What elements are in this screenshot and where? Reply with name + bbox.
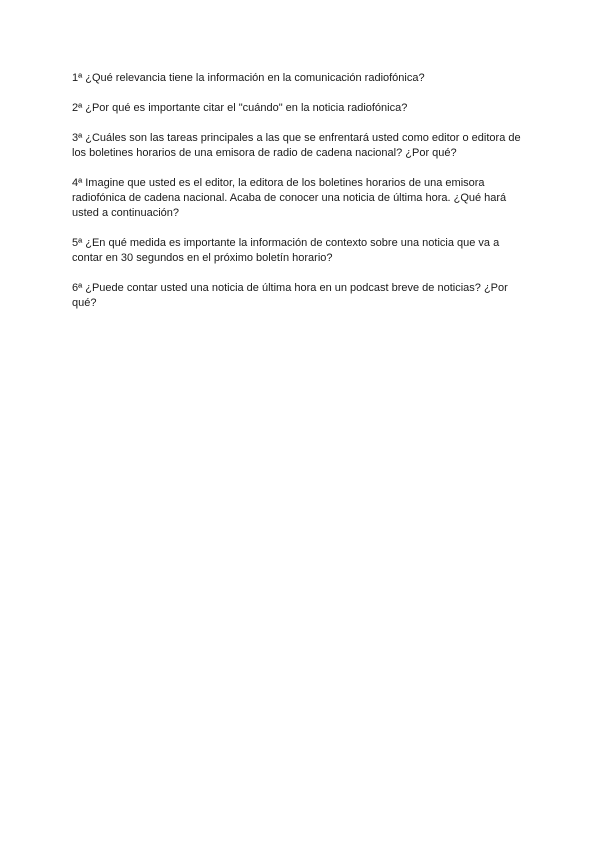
question-6: 6ª ¿Puede contar usted una noticia de última hora en un podcast breve de noticias? ¿Por qué? [72,282,508,309]
question-list [72,71,524,326]
question-2: 2ª ¿Por qué es importante citar el "cuándo" en la noticia radiofónica? [72,102,408,114]
question-1: 1ª ¿Qué relevancia tiene la información en la comunicación radiofónica? [72,72,425,84]
question-4: 4ª Imagine que usted es el editor, la editora de los boletines horarios de una emisora radiofónica de cadena nacional. Acaba de conocer una noticia de última hora. ¿Qué hará usted a continuación? [72,177,507,219]
question-3: 3ª ¿Cuáles son las tareas principales a las que se enfrentará usted como editor o editora de los boletines horarios de una emisora de radio de cadena nacional? ¿Por qué? [72,132,521,159]
question-5: 5ª ¿En qué medida es importante la información de contexto sobre una noticia que va a contar en 30 segundos en el próximo boletín horario? [72,237,500,264]
